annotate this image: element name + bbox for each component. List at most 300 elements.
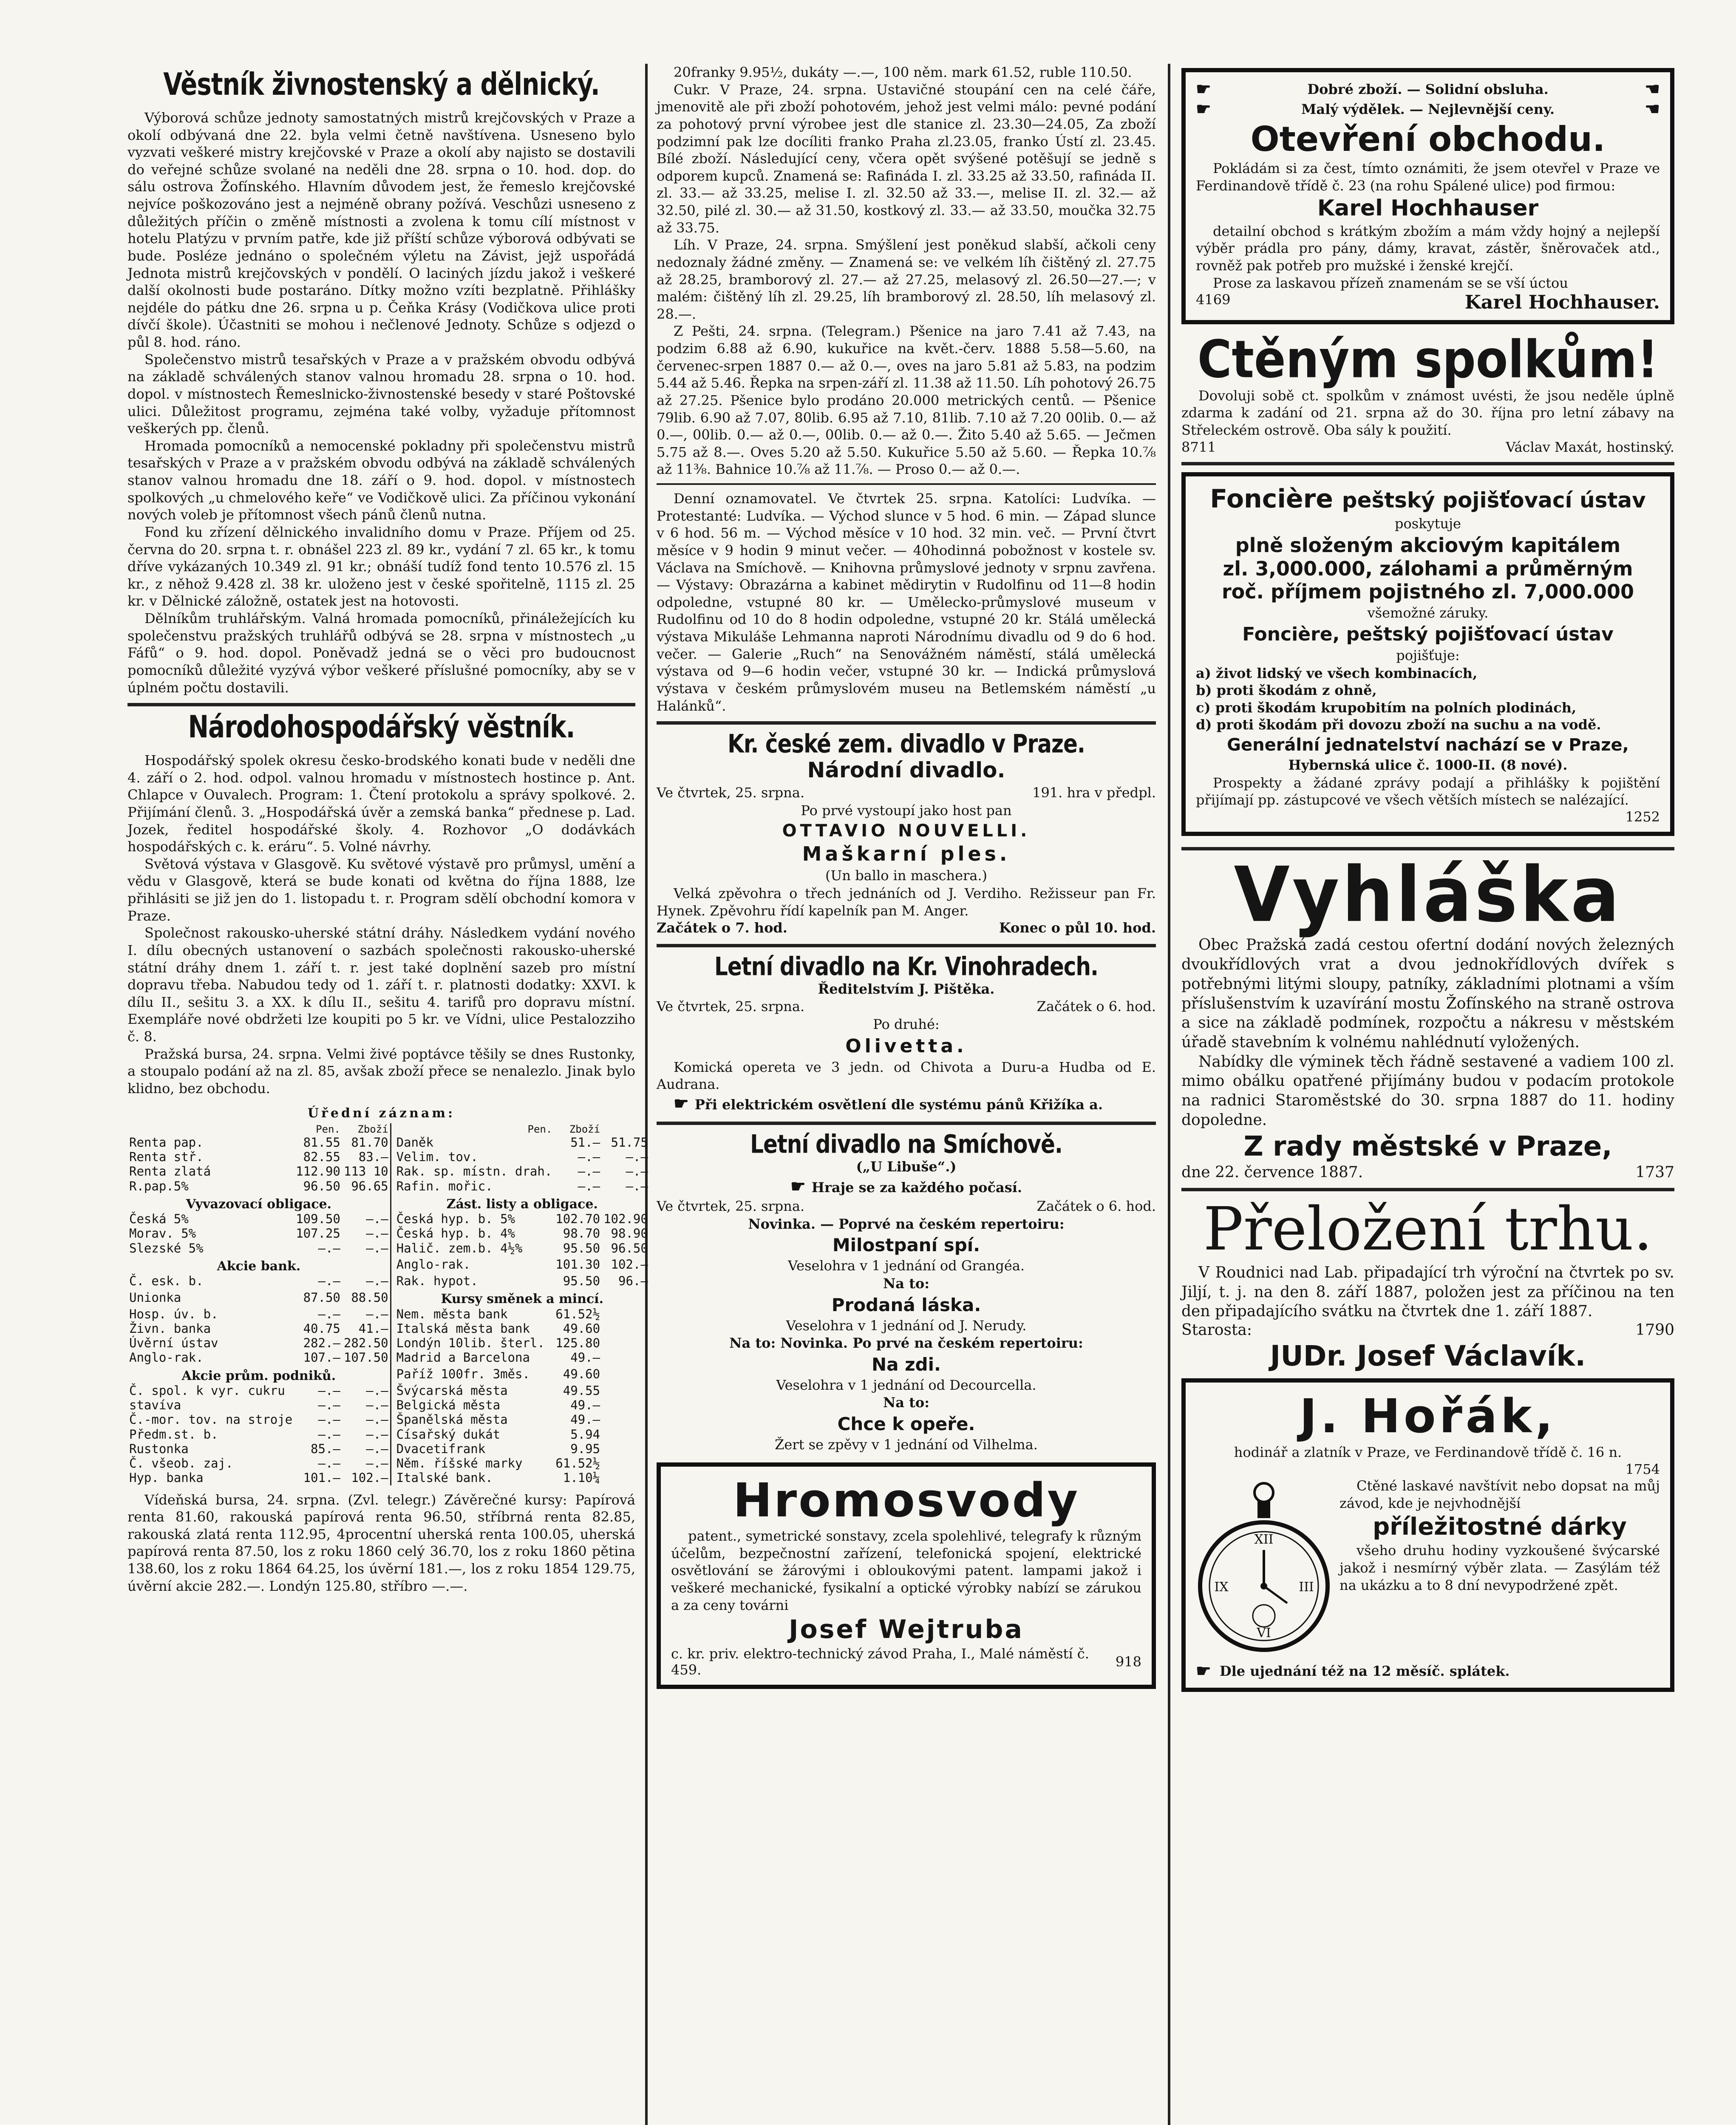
table-row: [127, 1412, 650, 1427]
rate-value: 98.70: [563, 1226, 600, 1241]
divider: [657, 1122, 1156, 1125]
theatre-smichov: [657, 1129, 1156, 1454]
theatre-date: Ve čtvrtek, 25. srpna.: [657, 998, 805, 1015]
rate-value: 101.30: [555, 1257, 600, 1272]
market-articles: [657, 64, 1156, 478]
rate-value: 83.—: [358, 1150, 388, 1164]
rate-value: —.—: [318, 1398, 340, 1413]
play-title: Na zdi.: [872, 1354, 941, 1375]
ad-title: Přeložení trhu.: [1203, 1194, 1653, 1264]
security-name: Velim. tov.: [396, 1150, 478, 1164]
table-row: [127, 1456, 650, 1470]
theatre-date-line: [657, 784, 1156, 802]
security-name: Paříž 100fr. 3měs.: [396, 1367, 530, 1382]
performance-count: Po druhé:: [873, 1016, 940, 1032]
security-name: Č. spol. k vyr. cukru: [129, 1383, 285, 1398]
ad-text: Obec Pražská zadá cestou ofertní dodání nových železných dvoukřídlových vrat a dvou jednokřídlových dvířek s potřebnými litými sloupy, patníky, základními plotnami a vším příslušenstvím k uzavírání mostu Žofínského na straně ostrova a sice na základě podmínek, rozpočtu a nákresu v městském úřadě stavebním k volnému nahlédnutí vyložených.: [1181, 936, 1674, 1051]
security-name: Česká hyp. b. 4%: [396, 1226, 515, 1241]
col-header: Pen.: [316, 1123, 340, 1135]
novelty-note: Novinka. — Poprvé na českém repertoiru:: [748, 1216, 1065, 1232]
table-group-heading: Akcie bank.: [217, 1258, 301, 1274]
section-heading-narodohospodarsky: Národohospodářský věstník.: [188, 708, 575, 745]
end-time: Konec o půl 10. hod.: [999, 920, 1156, 936]
article-paragraph: Fond ku zřízení dělnického invalidního domu v Praze. Příjem od 25. června do 20. srpna t. r. obnášel 223 zl. 89 kr., vydání 7 zl. 65 kr., k tomu dříve vykázaných 10.349 zl. 91 kr.; obnáší tudíž fond tento 10.576 zl. 15 kr., z něhož 9.428 zl. 38 kr. uloženo jest v české spořitelně, 1115 zl. 25 kr. v Dělnické záložně, ostatek jest na hotovosti.: [127, 524, 635, 609]
rate-value: [602, 1350, 650, 1365]
ad-text: Pokládám si za čest, tímto oznámiti, že jsem otevřel v Praze ve Ferdinandově třídě č. 23 (na rohu Spálené ulice) pod firmou:: [1196, 160, 1660, 194]
article-paragraph: Z Pešti, 24. srpna. (Telegram.) Pšenice na jaro 7.41 až 7.43, na podzim 6.88 až 6.90, kukuřice na květ.-červ. 1888 5.58—5.60, na červenec-srpen 1887 0.— až 0.—, oves na jaro 5.81 až 5.83, na podzim 5.44 až 5.46. Řepka na srpen-září zl. 11.38 až 11.50. Líh pohotový 26.75 až 27.25. Pšenice bylo prodáno 20.000 metrických centů. — Pšenice 79lib. 6.90 až 7.07, 80lib. 6.95 až 7.10, 81lib. 7.10 až 7.20 00lib. 0.— až 0.—, 00lib. 0.— až 0.—, 00lib. 0.— až 0.—. Žito 5.40 až 5.65. — Ječmen 5.75 až 8.—. Oves 5.20 až 5.50. Kukuřice 5.50 až 5.60. — Řepka 10.⅞ až 11⅜. Bahnice 10.⅞ až 11.⅞. — Proso 0.— až 0.—.: [657, 323, 1156, 478]
security-name: Londýn 10lib. šterl.: [396, 1336, 545, 1351]
rate-value: [602, 1336, 650, 1350]
ad-foot: [1196, 809, 1660, 825]
play-description: Velká zpěvohra o třech jednáních od J. Verdiho. Režisseur pan Fr. Hynek. Zpěvohru řídí kapelník pan M. Anger.: [657, 885, 1156, 919]
then-note: Na to:: [883, 1394, 930, 1411]
rate-value: [602, 1412, 650, 1427]
start-time: Začátek o 6. hod.: [1037, 998, 1156, 1015]
security-name: Italská města bank: [396, 1321, 530, 1336]
ad-address-line: [671, 1646, 1141, 1678]
ad-title-label: Starosta:: [1181, 1321, 1252, 1339]
rate-value: 41.—: [358, 1321, 388, 1336]
rate-value: —.—: [366, 1226, 388, 1241]
column-rule: [645, 64, 648, 2125]
divider: [1181, 847, 1674, 850]
pointing-hand-icon: ☛: [790, 1176, 812, 1197]
divider: [657, 721, 1156, 725]
column-rule: [1168, 64, 1170, 2125]
security-name: Císařský dukát: [396, 1427, 501, 1442]
security-name: Anglo-rak.: [396, 1257, 471, 1272]
rate-value: —.—: [578, 1150, 600, 1164]
ad-hromosvody: [657, 1462, 1156, 1689]
guest-note: Po prvé vystoupí jako host pan: [801, 802, 1012, 819]
play-title: Milostpaní spí.: [832, 1235, 980, 1256]
table-row: [127, 1135, 650, 1150]
article-paragraph: Světová výstava v Glasgově. Ku světové výstavě pro průmysl, umění a vědu v Glasgově, která se bude konati od května do října 1888, lze přihlásiti se již jen do 1. listopadu t. r. Program sdělí obchodní komora v Praze.: [127, 856, 635, 924]
pointing-hand-icon: ☛: [1196, 99, 1211, 119]
theatre-number: 191. hra v předpl.: [1032, 785, 1156, 801]
rate-value: 102.90: [603, 1212, 648, 1227]
ad-text: Prospekty a žádané zprávy podají a přihlášky k pojištění přijímají pp. zástupcové ve všech větších místech se nalézající.: [1196, 774, 1660, 808]
lighting-note: ☛ Při elektrickém osvětlení dle systému pánů Křižíka a.: [674, 1093, 1103, 1114]
ad-text: Nabídky dle výminek těch řádně sestavené a vadiem 100 zl. mimo obálku opatřené přijímány budou v podacím protokole na radnici Staroměstské do 30. srpna 1887 do 11. hodiny dopoledne.: [1181, 1053, 1674, 1129]
table-row: [127, 1255, 650, 1274]
article-paragraph: Hromada pomocníků a nemocenské pokladny při společenstvu mistrů tesařských v Praze a v pražském obvodu odbývá na základě schválených stanov valnou hromadu dne 18. září o 9. hod. dopol. v místnostech spolkových „u chmelového keře“ ve Vodičkově ulici. Za příčinou vykonání nových voleb je přítomnost všech pánů členů nutna.: [127, 437, 635, 523]
rate-value: [602, 1398, 650, 1412]
security-name: Dvacetifrank: [396, 1441, 486, 1456]
security-name: Hyp. banka: [129, 1470, 204, 1485]
svg-text:IX: IX: [1214, 1580, 1229, 1595]
security-name: Něm. říšské marky: [396, 1456, 523, 1471]
rate-value: 49.—: [570, 1412, 600, 1427]
security-name: Nem. města bank: [396, 1306, 508, 1321]
ad-foot: [1196, 292, 1660, 313]
rate-value: 109.50: [296, 1212, 340, 1227]
rate-value: 102.70: [555, 1212, 600, 1227]
rate-value: 9.95: [570, 1441, 600, 1456]
rate-value: —.—: [366, 1274, 388, 1289]
play-description: Veselohra v 1 jednání od Decourcella.: [776, 1377, 1037, 1393]
col-header: Zboží: [569, 1123, 600, 1135]
ad-signature: JUDr. Josef Václavík.: [1270, 1339, 1586, 1372]
table-row: [127, 1398, 650, 1412]
ad-text: Ctěné laskavé navštívit nebo dopsat na můj závod, kde je nejvhodnější: [1340, 1478, 1660, 1511]
ad-foot: [1181, 1164, 1674, 1181]
divider: [657, 483, 1156, 485]
security-name: Švýcarská města: [396, 1383, 508, 1398]
security-name: Slezské 5%: [129, 1241, 204, 1255]
play-description: Veselohra v 1 jednání od Grangéa.: [787, 1258, 1025, 1274]
table-row: [127, 1365, 650, 1383]
ad-number: 1754: [1625, 1461, 1660, 1478]
rate-value: [602, 1470, 650, 1485]
security-name: Česká 5%: [129, 1212, 189, 1227]
rate-value: 96.50: [611, 1241, 648, 1255]
rate-value: 113 10: [343, 1164, 388, 1179]
rate-value: 282.—: [303, 1336, 340, 1351]
then-note: Na to: Novinka. Po prvé na českém repertoiru:: [729, 1335, 1083, 1352]
rate-value: 102.—: [351, 1470, 388, 1485]
rate-value: —.—: [366, 1212, 388, 1227]
table-row: [127, 1193, 650, 1212]
ad-number: 918: [1115, 1654, 1141, 1670]
table-group-heading: Akcie prům. podniků.: [181, 1368, 336, 1383]
ad-horak: [1181, 1378, 1674, 1692]
ad-date: dne 22. července 1887.: [1181, 1163, 1363, 1181]
narodo-articles: [127, 752, 635, 1097]
ad-text: patent., symetrické sonstavy, zcela spolehlivé, telegrafy k různým účelům, bezpečnostní zařízení, telefonická spojení, elektrické osvětlování se žárovými i obloukovými patent. lampami jakož i veškeré mechanické, fysikalní a optické výrobky nabízí se zárukou a za ceny továrni: [671, 1528, 1141, 1613]
theatre-director: Ředitelstvím J. Pištěka.: [818, 980, 995, 997]
table-row: [127, 1427, 650, 1442]
security-name: Č.-mor. tov. na stroje: [129, 1412, 293, 1427]
list-item: a) život lidský ve všech kombinacích,: [1196, 665, 1478, 681]
security-name: Česká hyp. b. 5%: [396, 1212, 515, 1227]
ad-fonciere: [1181, 472, 1674, 836]
theatre-name: Letní divadlo na Smíchově.: [750, 1129, 1062, 1159]
rate-value: —.—: [318, 1412, 340, 1427]
ad-top-line: ☛ Malý výdělek. — Nejlevnější ceny. ☚: [1196, 99, 1660, 119]
article-paragraph: Cukr. V Praze, 24. srpna. Ustavičné stoupání cen na celé čáře, jmenovitě ale při zboží pohotovém, jehož jest velmi málo: pevné podání za pohotový první výrobee jest dle stanice zl. 23.30—24.05, Za zboží podzimní pak lze docíliti franko Praha zl.23.05, franko Ústí zl. 23.45. Bílé zboží. Následující ceny, včera opět svýšené potěšují se jedně s odporem kupců. Znamená se: Rafináda I. zl. 33.25 až 33.50, rafináda II. zl. 33.— až 33.25, melise I. zl. 32.50 až 33.—, melise II. zl. 32.— až 32.50, pilé zl. 30.— až 31.50, kostkový zl. 33.— až 33.50, moučka 32.75 až 33.75.: [657, 81, 1156, 236]
col-header: Pen.: [527, 1123, 552, 1135]
ad-address: c. kr. priv. elektro-technický závod Praha, I., Malé náměstí č. 459.: [671, 1646, 1089, 1678]
security-name: Rak. sp. místn. drah.: [396, 1164, 552, 1179]
urad-zaznam-title: Úřední záznam:: [307, 1105, 456, 1121]
ad-preloženi-trhu: [1181, 1194, 1674, 1372]
ad-title: Ctěným spolkům!: [1197, 329, 1659, 390]
rate-value: 85.—: [311, 1441, 340, 1456]
security-name: Italské bank.: [396, 1470, 493, 1485]
ad-body: [1196, 1477, 1660, 1661]
ad-number-line: [1196, 1461, 1660, 1477]
rate-value: 98.90: [611, 1226, 648, 1241]
rate-value: 96.—: [618, 1274, 648, 1289]
table-row: [127, 1274, 650, 1288]
rate-value: —.—: [626, 1150, 648, 1164]
rate-value: 125.80: [555, 1336, 600, 1351]
theatre-national: [657, 731, 1156, 937]
table-row: [127, 1288, 650, 1306]
ad-number: 1252: [1625, 808, 1660, 825]
rate-value: —.—: [318, 1306, 340, 1321]
pointing-hand-icon: ☛: [1196, 79, 1211, 99]
list-item: b) proti škodám z ohně,: [1196, 682, 1377, 699]
table-row: [127, 1321, 650, 1336]
security-name: Č. esk. b.: [129, 1274, 204, 1289]
security-name: Španělská města: [396, 1412, 508, 1427]
ad-number: 8711: [1181, 439, 1216, 455]
rate-value: 49.—: [570, 1398, 600, 1413]
theatre-name: Národní divadlo.: [807, 758, 1005, 783]
article-paragraph: 20franky 9.95½, dukáty —.—, 100 něm. mark 61.52, ruble 110.50.: [674, 64, 1132, 80]
ad-issuer: Z rady městské v Praze,: [1243, 1130, 1612, 1162]
list-item: d) proti škodám při dovozu zboží na suchu a na vodě.: [1196, 717, 1601, 733]
ad-text: hodinář a zlatník v Praze, ve Ferdinandově třídě č. 16 n.: [1234, 1444, 1622, 1460]
ad-number: 4169: [1196, 292, 1231, 308]
ad-title: Vyhláška: [1234, 850, 1622, 939]
weather-note: ☛ Hraje se za každého počasí.: [790, 1176, 1022, 1197]
vienna-bourse: Vídeňská bursa, 24. srpna. (Zvl. telegr.) Závěrečné kursy: Papírová renta 81.60, rakouská papírová renta 96.50, stříbrná renta 82.85, rakouská zlatá renta 112.95, 4procentní uherská renta 100.05, uherská papírová renta 87.50, los z roku 1860 celý 36.70, los z roku 1860 pětina 138.60, los z roku 1864 64.25, los úvěrní 181.—, los z roku 1854 129.75, úvěrní akcie 282.—. Londýn 125.80, stříbro —.—.: [127, 1491, 635, 1594]
ad-agency: Generální jednatelství nachází se v Praze,: [1227, 735, 1629, 755]
play-description: Veselohra v 1 jednání od J. Nerudy.: [786, 1317, 1027, 1334]
table-row: [127, 1336, 650, 1350]
security-name: Renta pap.: [129, 1135, 204, 1150]
rate-value: —.—: [318, 1456, 340, 1471]
security-name: Madrid a Barcelona: [396, 1350, 530, 1365]
article-paragraph: Dělníkům truhlářským. Valná hromada pomocníků, přináležejících ku společenstvu pražských truhlářů odbývá se 28. srpna v místnostech „u Fáfů“ o 9. hod. dopol. Poněvadž jedná se o věci pro budoucnost pomocníků důležité vyzývá výbor veškeré příslušné pomocníky, aby se v úplném počtu dostavili.: [127, 610, 635, 696]
ad-vyhlaska: [1181, 850, 1674, 1181]
rate-value: —.—: [626, 1164, 648, 1179]
ad-address: Hybernská ulice č. 1000-II. (8 nové).: [1288, 757, 1568, 774]
rate-value: 49.—: [570, 1350, 600, 1365]
article-paragraph: Líh. V Praze, 24. srpna. Smýšlení jest poněkud slabší, ačkoli ceny nedoznaly žádné změny. — Znamená se: ve velkém líh čištěný zl. 27.75 až 28.25, bramborový zl. 27.— až 27.25, melasový zl. 26.50—27.—; v malém: čištěný líh zl. 29.25, líh bramborový zl. 28.50, líh melasový zl. 28.—.: [657, 237, 1156, 322]
rate-value: —.—: [318, 1383, 340, 1398]
table-row: [127, 1150, 650, 1164]
start-time: Začátek o 6. hod.: [1037, 1198, 1156, 1215]
divider: [657, 944, 1156, 947]
ad-title: J. Hořák,: [1299, 1389, 1557, 1444]
play-subtitle: (Un ballo in maschera.): [825, 867, 988, 884]
ad-title: Otevření obchodu.: [1250, 119, 1606, 159]
play-title: Chce k opeře.: [837, 1413, 975, 1434]
ad-capital-line: roč. příjmem pojistného zl. 7,000.000: [1221, 580, 1634, 603]
pointing-hand-icon: ☛: [1196, 1661, 1211, 1681]
pointing-hand-icon: ☚: [1645, 79, 1660, 99]
rate-value: —.—: [318, 1427, 340, 1442]
table-row: [127, 1350, 650, 1365]
rate-value: 51.75: [611, 1135, 648, 1150]
security-name: Renta stř.: [129, 1150, 204, 1164]
rate-value: 87.50: [303, 1290, 340, 1305]
rate-value: [602, 1383, 650, 1398]
table-row: [127, 1470, 650, 1485]
ad-foot: ☛ Dle ujednání též na 12 měsíč. splátek.: [1196, 1661, 1510, 1681]
rate-value: 88.50: [351, 1290, 388, 1305]
table-group-heading: Kursy směnek a mincí.: [441, 1292, 604, 1307]
divider: [127, 703, 635, 706]
theatre-times: [657, 919, 1156, 937]
ad-text: Dovoluji sobě ct. spolkům v známost uvésti, že jsou neděle úplně zdarma k zadání od 21. srpna až do 30. října pro letní zábavy na Střeleckém ostrově. Oba sály k použití.: [1181, 387, 1674, 439]
rate-value: 101.—: [303, 1470, 340, 1485]
ad-top-line: ☛ Dobré zboží. — Solidní obsluha. ☚: [1196, 79, 1660, 99]
vestnik-articles: [127, 109, 635, 696]
theatre-banner: Kr. české zem. divadlo v Praze.: [728, 729, 1085, 759]
then-note: Na to:: [883, 1275, 930, 1292]
rate-value: [602, 1442, 650, 1456]
rate-value: [602, 1365, 650, 1383]
ad-title: Hromosvody: [733, 1473, 1080, 1527]
article-paragraph: Hospodářský spolek okresu česko-brodského konati bude v neděli dne 4. září o 2. hod. odpol. valnou hromadu v místnostech hostince p. Ant. Chlapce v Ouvalech. Program: 1. Čtení protokolu a správy spolkové. 2. Přijímání členů. 3. „Hospodářská úvěr a zemská banka“ přednese p. Lad. Jozek, ředitel hospodářské školy. 4. Rozhovor „O dodávkách hospodářských c. k. eráru“. 5. Volné návrhy.: [127, 752, 635, 855]
table-row: [127, 1212, 650, 1226]
column-2: [657, 64, 1156, 1700]
security-name: Rafin. mořic.: [396, 1179, 493, 1193]
article-paragraph: Výborová schůze jednoty samostatných mistrů krejčovských v Praze a okolí odbývaná dne 22. byla velmi četně navštívena. Usneseno bylo vyzvati veškeré mistry krejčovské v Praze a okolí aby najisto se dostavili do veřejné schůze svolané na neděli dne 28. srpna o 10. hod. dop. do sálu ostrova Žofínského. Hlavním důvodem jest, že řemeslo krejčovské nejvíce poškozováno jest a nejméně obrany požívá. Veschůzi usneseno z důležitých příčin o změně místnosti a zvolena k tomu cílí místnost v hotelu Platýzu v prvním patře, kde již příští schůze výborová odbývati se bude. Posléze jednáno o společném výletu na Závist, jejž uspořádá Jednota mistrů krejčovských v pondělí. O laciných jízdu jakož i veškeré další okolnosti bude postaráno. Dítky možno vzíti bezplatně. Přihlášky nejdéle do pátku dne 26. srpna u p. Čeňka Krásy (Vodičkova ulice proti dívčí škole). Účastniti se mohou i nečlenové Jednoty. Schůze s odjezd o půl 8. hod. ráno.: [127, 109, 635, 351]
rate-value: —.—: [366, 1441, 388, 1456]
ad-highlight: příležitostné dárky: [1373, 1513, 1627, 1541]
table-row: [127, 1226, 650, 1241]
play-description: Komická opereta ve 3 jedn. od Chivota a Duru-a Hudba od E. Audrana.: [657, 1059, 1156, 1093]
ad-text: Prose za laskavou přízeň znamenám se se vší úctou: [1213, 275, 1568, 291]
ad-capital-line: zl. 3,000.000, zálohami a průměrným: [1223, 557, 1633, 580]
ad-hochhauser: [1181, 68, 1674, 324]
ad-text: detailní obchod s krátkým zbožím a mám vždy hojný a nejlepší výběr prádla pro pány, dámy, kravat, zástěr, šněrovaček atd., rovněž pak potřeb pro mužské i ženské krejčí.: [1196, 223, 1660, 274]
table-row: [127, 1383, 650, 1398]
rate-value: 40.75: [303, 1321, 340, 1336]
ad-text: V Roudnici nad Lab. připadající trh výroční na čtvrtek po sv. Jiljí, t. j. na den 8. září 1887, položen jest za příčinou na ten den připadajícího svátku na čtvrtek dne 1. září 1887.: [1181, 1264, 1674, 1320]
security-name: Renta zlatá: [129, 1164, 211, 1179]
rate-value: [602, 1427, 650, 1442]
ad-text: pojišťuje:: [1396, 647, 1460, 663]
rate-value: 61.52½: [555, 1456, 600, 1471]
theatre-date-line: [657, 998, 1156, 1016]
security-name: Daněk: [396, 1135, 433, 1150]
security-name: Morav. 5%: [129, 1226, 196, 1241]
rate-value: 95.50: [563, 1274, 600, 1289]
rate-value: 107.25: [296, 1226, 340, 1241]
security-name: Anglo-rak.: [129, 1350, 204, 1365]
security-name: Unionka: [129, 1290, 181, 1305]
article-paragraph: Společnost rakousko-uherské státní dráhy. Následkem vydání nového I. dílu obecných ustanovení o sazbách společnosti rakousko-uherské státní dráhy dnem 1. září t. r. jest také doplnění sazeb pro místní dopravu třeba. Nabudou tedy od 1. září t. r. platnosti dodatky: XXVI. k dílu II., sešitu 3. a XX. k dílu II., sešitu 4. tarifů pro dopravu místní. Exempláře nové obdržeti lze koupiti po 5 kr. ve Vídni, ulice Pestalozziho č. 8.: [127, 925, 635, 1045]
rate-value: —.—: [626, 1179, 648, 1193]
rate-value: 96.65: [351, 1179, 388, 1193]
table-group-heading: Vyvazovací obligace.: [186, 1196, 332, 1212]
rate-value: 1.10¼: [563, 1470, 600, 1485]
table-row: [127, 1164, 650, 1179]
svg-text:XII: XII: [1254, 1532, 1274, 1547]
ad-text: poskytuje: [1395, 515, 1461, 532]
section-heading-vestnik: Věstník živnostenský a dělnický.: [163, 66, 600, 102]
security-name: Předm.st. b.: [129, 1427, 218, 1442]
rate-value: —.—: [318, 1274, 340, 1289]
guest-name: OTTAVIO NOUVELLI.: [782, 821, 1031, 841]
play-title: Olivetta.: [845, 1035, 967, 1057]
bourse-table: [127, 1123, 650, 1485]
security-name: stavíva: [129, 1398, 181, 1413]
rate-value: [602, 1456, 650, 1470]
ad-firm: Josef Wejtruba: [789, 1615, 1024, 1645]
security-name: Belgická města: [396, 1398, 501, 1413]
rate-value: —.—: [366, 1427, 388, 1442]
theatre-vinohrady: [657, 951, 1156, 1115]
security-name: Halič. zem.b. 4½%: [396, 1241, 523, 1255]
rate-value: —.—: [366, 1412, 388, 1427]
pointing-hand-icon: ☛: [674, 1093, 695, 1114]
rate-value: [602, 1307, 650, 1321]
theatre-date: Ve čtvrtek, 25. srpna.: [657, 1198, 805, 1215]
rate-value: [602, 1321, 650, 1336]
ad-number: 1790: [1635, 1321, 1674, 1339]
start-time: Začátek o 7. hod.: [657, 920, 787, 936]
pointing-hand-icon: ☚: [1645, 99, 1660, 119]
divider: [1181, 1188, 1674, 1191]
ad-number: 1737: [1635, 1163, 1674, 1181]
play-description: Žert se zpěvy v 1 jednání od Vilhelma.: [775, 1436, 1038, 1453]
rate-value: 49.55: [563, 1383, 600, 1398]
rate-value: 102.—: [611, 1257, 648, 1272]
rate-value: 51.—: [570, 1135, 600, 1150]
rate-value: —.—: [366, 1241, 388, 1255]
theatre-date: Ve čtvrtek, 25. srpna.: [657, 785, 805, 801]
divider: [1181, 462, 1674, 465]
rate-value: 81.70: [351, 1135, 388, 1150]
table-group-heading: Zást. listy a obligace.: [446, 1196, 598, 1212]
ad-insurance-list: [1196, 665, 1660, 734]
rate-value: —.—: [578, 1179, 600, 1193]
svg-text:III: III: [1299, 1580, 1314, 1595]
ad-text: všemožné záruky.: [1367, 605, 1489, 621]
ad-firm: Karel Hochhauser: [1317, 196, 1539, 221]
rate-value: —.—: [366, 1456, 388, 1471]
security-name: Rustonka: [129, 1441, 189, 1456]
rate-value: 81.55: [303, 1135, 340, 1150]
ad-subtitle: Foncière, peštský pojišťovací ústav: [1242, 623, 1614, 645]
article-paragraph: Pražská bursa, 24. srpna. Velmi živé poptávce těšily se dnes Rustonky, a stoupalo podání až na zl. 85, avšak zboží přece se nenalezlo. Jinak bylo klidno, bez obchodu.: [127, 1046, 635, 1096]
rate-value: 95.50: [563, 1241, 600, 1255]
newspaper-page: [127, 64, 1674, 2125]
rate-value: 49.60: [563, 1367, 600, 1382]
ad-signature: Václav Maxát, hostinský.: [1506, 439, 1674, 455]
ad-capital-line: plně složeným akciovým kapitálem: [1235, 534, 1621, 557]
security-name: Rak. hypot.: [396, 1274, 478, 1289]
rate-value: —.—: [366, 1306, 388, 1321]
theatre-name: Letní divadlo na Kr. Vinohradech.: [714, 951, 1098, 981]
theatre-subtitle: („U Libuše“.): [856, 1158, 957, 1175]
security-name: Č. všeob. zaj.: [129, 1456, 233, 1471]
security-name: Živn. banka: [129, 1321, 211, 1336]
rate-value: 112.90: [296, 1164, 340, 1179]
rate-value: 96.50: [303, 1179, 340, 1193]
rate-value: —.—: [366, 1383, 388, 1398]
rate-value: —.—: [318, 1241, 340, 1255]
pocket-watch-icon: [1196, 1480, 1332, 1658]
security-name: Hosp. úv. b.: [129, 1306, 218, 1321]
rate-value: 49.60: [563, 1321, 600, 1336]
theatre-date-line: [657, 1198, 1156, 1216]
ad-spolky: [1181, 329, 1674, 455]
rate-value: 107.50: [343, 1350, 388, 1365]
table-row: [127, 1307, 650, 1321]
table-row: [127, 1241, 650, 1255]
rate-value: 282.50: [343, 1336, 388, 1351]
ad-foot: [1181, 1321, 1674, 1339]
col-header: Zboží: [357, 1123, 388, 1135]
play-title: Maškarní ples.: [802, 842, 1011, 866]
svg-text:VI: VI: [1257, 1626, 1271, 1641]
security-name: Úvěrní ústav: [129, 1336, 218, 1351]
ad-title: Foncière peštský pojišťovací ústav: [1210, 484, 1646, 514]
column-1: [127, 64, 648, 1595]
rate-value: 107.—: [303, 1350, 340, 1365]
rate-value: 61.52½: [555, 1306, 600, 1321]
column-3: [1181, 64, 1674, 1703]
